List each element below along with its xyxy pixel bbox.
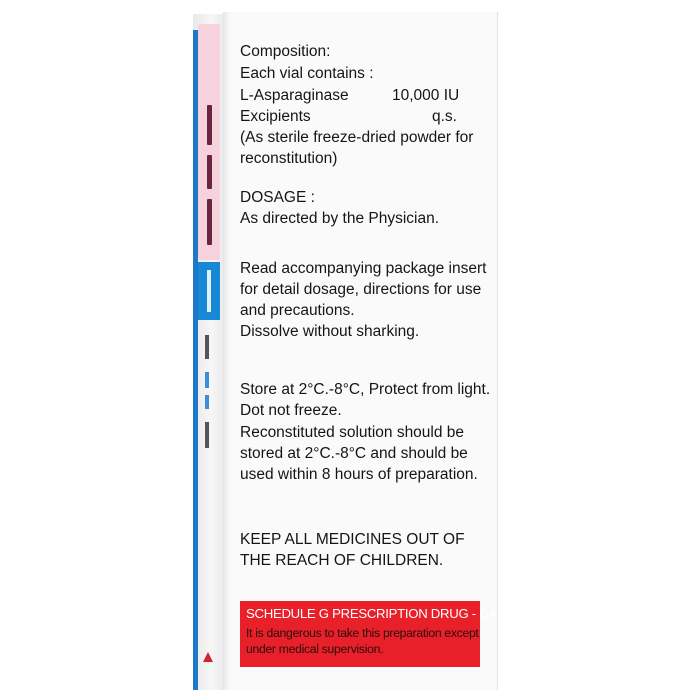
caution-body-line: under medical supervision. bbox=[246, 642, 384, 656]
children-warning-line: THE REACH OF CHILDREN. bbox=[240, 552, 444, 569]
dosage-text: As directed by the Physician. bbox=[240, 210, 440, 227]
carton-side-brand-band bbox=[198, 262, 220, 320]
insert-note-line: for detail dosage, directions for use bbox=[240, 281, 482, 298]
insert-note-line: and precautions. bbox=[240, 302, 355, 319]
dosage-heading: DOSAGE : bbox=[240, 189, 315, 206]
schedule-g-caution-box bbox=[240, 601, 537, 667]
each-vial-text: Each vial contains : bbox=[240, 65, 374, 82]
side-text-mark bbox=[207, 155, 212, 189]
ingredient-name: Excipients bbox=[240, 108, 311, 125]
side-print-mark bbox=[205, 395, 209, 409]
composition-heading: Composition: bbox=[240, 43, 331, 60]
caution-body bbox=[246, 625, 479, 657]
ingredient-amount: q.s. bbox=[432, 108, 457, 125]
form-text: reconstitution) bbox=[240, 150, 338, 167]
caution-title: SCHEDULE G PRESCRIPTION DRUG - CAUTION bbox=[246, 606, 537, 621]
insert-note-line: Dissolve without sharking. bbox=[240, 323, 420, 340]
insert-note-line: Read accompanying package insert bbox=[240, 260, 487, 277]
storage-line: Store at 2°C.-8°C, Protect from light. bbox=[240, 381, 491, 398]
side-text-mark bbox=[207, 105, 212, 145]
storage-line: stored at 2°C.-8°C and should be bbox=[240, 445, 468, 462]
children-warning-line: KEEP ALL MEDICINES OUT OF bbox=[240, 531, 465, 548]
side-text-mark bbox=[207, 199, 212, 245]
storage-line: Dot not freeze. bbox=[240, 402, 342, 419]
ingredient-name: L-Asparaginase bbox=[240, 87, 349, 104]
side-print-mark bbox=[205, 335, 209, 359]
form-text: (As sterile freeze-dried powder for bbox=[240, 129, 474, 146]
side-print-mark bbox=[205, 372, 209, 388]
storage-line: used within 8 hours of preparation. bbox=[240, 466, 478, 483]
brand-band-text-mark bbox=[207, 270, 211, 312]
storage-line: Reconstituted solution should be bbox=[240, 424, 465, 441]
caution-body-line: It is dangerous to take this preparation except bbox=[246, 626, 479, 640]
side-print-mark bbox=[205, 422, 209, 448]
triangle-logo-icon bbox=[203, 652, 213, 662]
carton-side-vertical-text bbox=[200, 100, 218, 250]
ingredient-amount: 10,000 IU bbox=[392, 87, 460, 104]
